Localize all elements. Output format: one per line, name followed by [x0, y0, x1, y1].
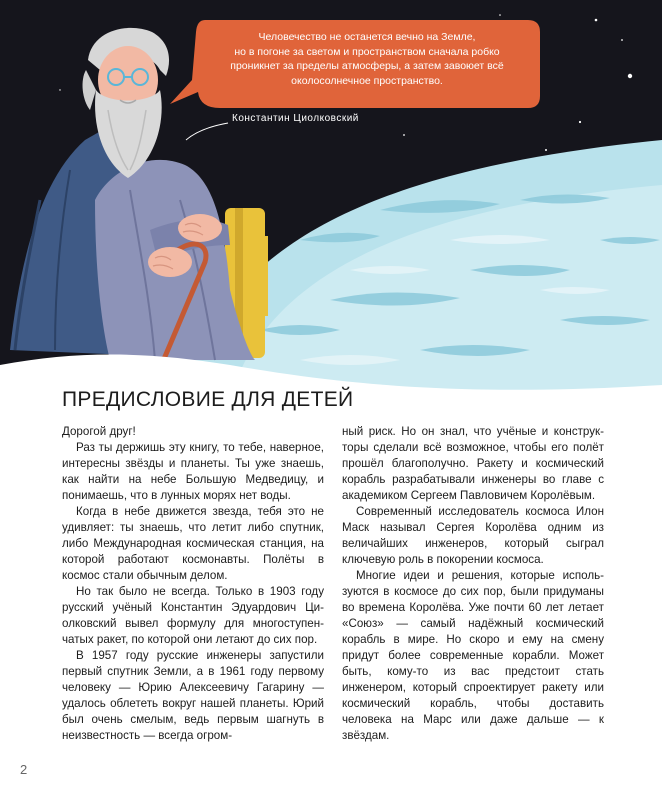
quote-line: околосолнечное пространство.	[291, 74, 443, 87]
paragraph: В 1957 году русские инженеры запустили первый спутник Земли, а в 1961 году первому человеку — Юрию Алексеевичу Гагарину — удалось облететь вокруг нашей планеты. Юрий был очень смелым, ведь первым шагнуть в неизвестность — всегда огром-	[62, 649, 324, 742]
greeting: Дорогой друг!	[62, 425, 136, 438]
paragraph: Когда в небе движется звезда, тебя это не удивляет: ты знаешь, что летит либо спутник, либо Международная космическая станция, на которой работают космонавты. Полёты в космос стали обычным делом.	[62, 505, 324, 582]
hand-upper	[178, 214, 222, 242]
quote-text	[208, 30, 526, 88]
text-column-right	[342, 424, 604, 744]
paragraph: ный риск. Но он знал, что учёные и конструкторы сделали всё возможное, чтобы его полёт прошёл благополучно. Ракету и космический корабль разрабатывали инженеры во главе с академиком Сергеем Павловичем Королёвым.	[342, 425, 604, 502]
quote-line: проникнет за пределы атмосферы, а затем завоюет всё	[230, 60, 504, 72]
paragraph: Раз ты держишь эту книгу, то тебе, наверное, интересны звёзды и планеты. Ты уже знаешь, как найти на небе Большую Медведицу, и понимаешь, что в лунных морях нет воды.	[62, 441, 324, 502]
text-column-left	[62, 424, 324, 744]
hand-lower	[148, 247, 192, 277]
page-number: 2	[20, 762, 28, 777]
quote-line: но в погоне за светом и пространством сначала робко	[234, 45, 500, 58]
quote-line: Человечество не останется вечно на Земле,	[258, 31, 476, 43]
quote-author: Константин Циолковский	[232, 113, 359, 124]
page-title: ПРЕДИСЛОВИЕ ДЛЯ ДЕТЕЙ	[62, 388, 354, 411]
paragraph: Многие идеи и решения, которые используются в космосе до сих пор, были придуманы во времена Королёва. Уже почти 60 лет летает «Союз» — самый надёжный космический корабль в мире. Но скоро и ему на смену придут более современные корабли. Может быть, кому-то из вас предстоит стать инженером, который спроектирует ракету или космический корабль, чтобы доставить человека на Марс или даже дальше — к звёздам.	[342, 569, 604, 742]
paragraph: Но так было не всегда. Только в 1903 году русский учёный Константин Эдуардович Циолковский вывел формулу для многоступенчатых ракет, по которой они летают до сих пор.	[62, 585, 324, 646]
paragraph: Современный исследователь космоса Илон Маск называл Сергея Королёва одним из величайших инженеров, который сыграл ключевую роль в покорении космоса.	[342, 505, 604, 566]
